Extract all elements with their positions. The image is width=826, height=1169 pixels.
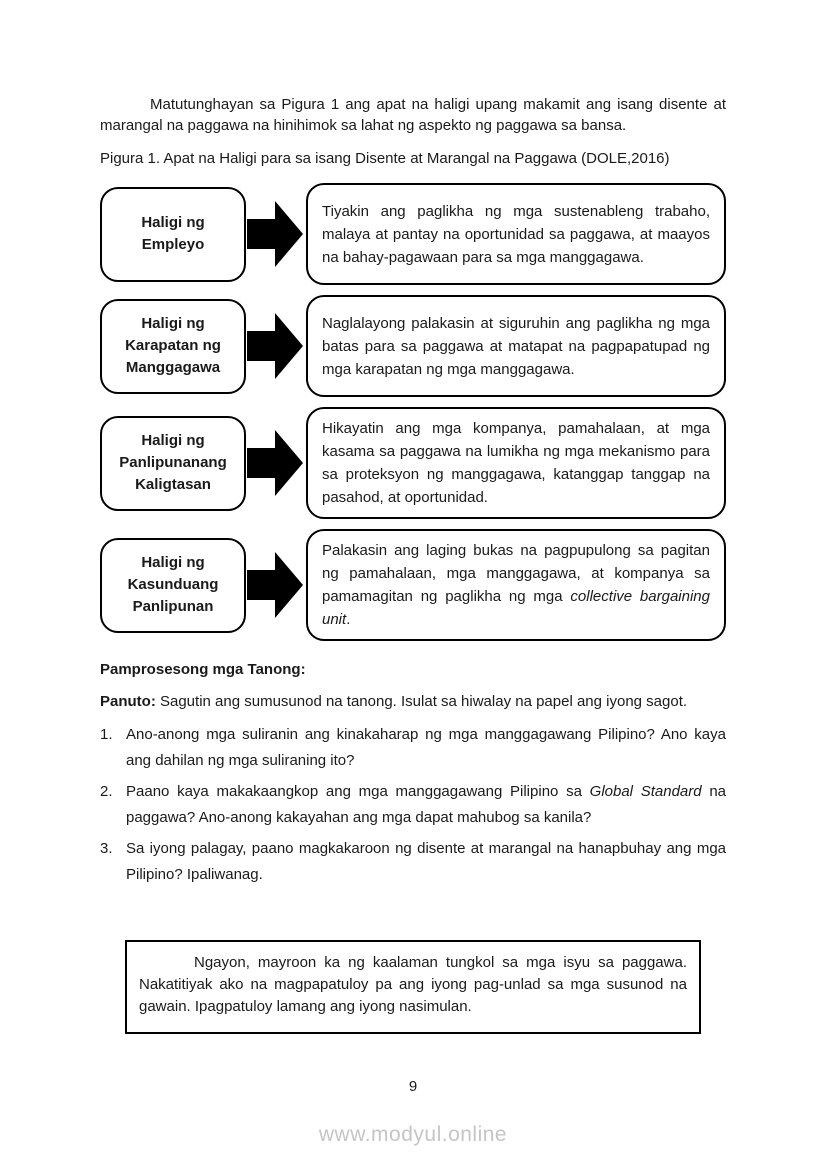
right-arrow-icon xyxy=(246,427,306,499)
question-text-italic: Global Standard xyxy=(589,783,702,800)
pillar-label: Haligi ng Kasunduang Panlipunan xyxy=(127,554,219,615)
question-text-post: na paggawa? Ano-anong kakayahan ang mga dapat mahubog sa kanila? xyxy=(126,783,727,826)
description-text-end: . xyxy=(346,611,351,628)
list-item xyxy=(100,722,726,774)
pillar-label: Haligi ng Panlipunanang Kaligtasan xyxy=(119,432,227,493)
pillar-description-box xyxy=(306,407,726,519)
description-italic: collective bargaining unit xyxy=(322,588,710,628)
question-number: 2. xyxy=(100,783,113,800)
figure-row-employment xyxy=(100,183,726,285)
question-number: 3. xyxy=(100,840,113,857)
pillar-description xyxy=(322,417,710,509)
pillar-label: Haligi ng Empleyo xyxy=(141,214,205,253)
pillar-description xyxy=(322,200,710,269)
description-text: Naglalayong palakasin at siguruhin ang paglikha ng mga batas para sa paggawa at matapat na pagpapatupad ng mga karapatan ng mga manggagawa. xyxy=(322,314,710,378)
page-number: 9 xyxy=(408,1078,418,1095)
question-text-pre: Sa iyong palagay, paano magkakaroon ng disente at marangal na hanapbuhay ang mga Pilipino? Ipaliwanag. xyxy=(126,840,726,883)
list-item xyxy=(100,836,726,888)
figure-caption: Pigura 1. Apat na Haligi para sa isang Disente at Marangal na Paggawa (DOLE,2016) xyxy=(100,150,670,167)
description-text: Palakasin ang laging bukas na pagpupulong sa pagitan ng pamahalaan, mga manggagawa, at kompanya sa pamamagitan ng paglikha ng mga xyxy=(322,542,710,605)
pillar-box-workers-rights xyxy=(100,299,246,394)
figure-row-social-protection xyxy=(100,407,726,519)
right-arrow-icon xyxy=(246,310,306,382)
pillar-description-box xyxy=(306,529,726,641)
figure-row-workers-rights xyxy=(100,295,726,397)
right-arrow-icon xyxy=(246,549,306,621)
description-text: Hikayatin ang mga kompanya, pamahalaan, at mga kasama sa paggawa na lumikha ng mga mekanismo para sa proteksyon ng manggagawa, katanggap tanggap na pasahod, at oportunidad. xyxy=(322,420,710,506)
pillar-box-employment xyxy=(100,187,246,282)
question-text-pre: Ano-anong mga suliranin ang kinakaharap ng mga manggagawang Pilipino? Ano kaya ang dahilan ng mga suliraning ito? xyxy=(126,726,726,769)
question-number: 1. xyxy=(100,726,113,743)
pillar-box-social-dialogue xyxy=(100,538,246,633)
questions-instructions xyxy=(100,691,726,712)
closing-note-text: Ngayon, mayroon ka ng kaalaman tungkol sa mga isyu sa paggawa. Nakatitiyak ako na magpapatuloy pa ang iyong pag-unlad sa mga susunod na gawain. Ipagpatuloy lamang ang iyong nasimulan. xyxy=(139,954,687,1015)
questions-list xyxy=(100,722,726,888)
question-text xyxy=(126,722,726,774)
watermark: www.modyul.online xyxy=(318,1123,508,1146)
figure-row-social-dialogue xyxy=(100,529,726,641)
panuto-text: Sagutin ang sumusunod na tanong. Isulat sa hiwalay na papel ang iyong sagot. xyxy=(155,693,688,710)
pillar-box-social-protection xyxy=(100,416,246,511)
question-text xyxy=(126,836,726,888)
description-text: Tiyakin ang paglikha ng mga sustenableng trabaho, malaya at pantay na oportunidad sa paggawa, at maayos na bahay-pagawaan para sa mga manggagawa. xyxy=(322,202,710,266)
pillar-description-box xyxy=(306,295,726,397)
figure-four-pillars xyxy=(100,183,726,641)
closing-note-box xyxy=(125,940,701,1034)
question-text-pre: Paano kaya makakaangkop ang mga manggagawang Pilipino sa xyxy=(126,783,590,800)
right-arrow-icon xyxy=(246,198,306,270)
pillar-description xyxy=(322,539,710,631)
pillar-description-box xyxy=(306,183,726,285)
questions-heading: Pamprosesong mga Tanong: xyxy=(100,661,306,678)
page-content xyxy=(100,94,726,1095)
intro-paragraph: Matutunghayan sa Pigura 1 ang apat na haligi upang makamit ang isang disente at marangal na paggawa na hinihimok sa lahat ng aspekto ng paggawa sa bansa. xyxy=(100,96,726,134)
question-text xyxy=(126,779,726,831)
pillar-label: Haligi ng Karapatan ng Manggagawa xyxy=(125,315,221,376)
pillar-description xyxy=(322,312,710,381)
panuto-label: Panuto: xyxy=(100,693,156,710)
list-item xyxy=(100,779,726,831)
